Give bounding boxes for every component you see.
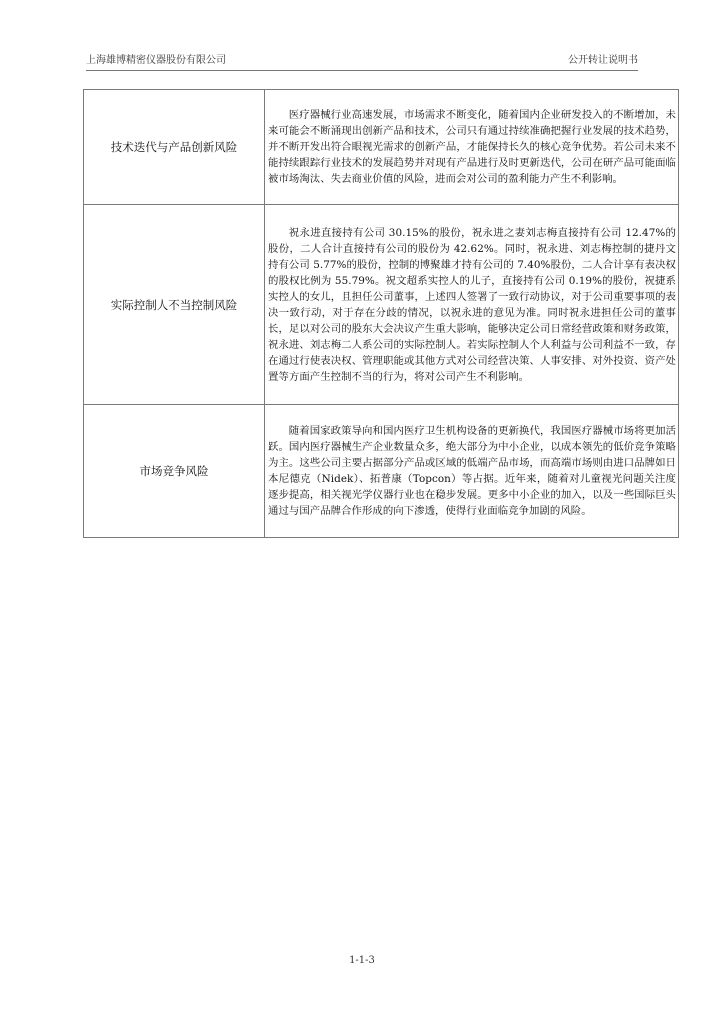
risk-description-cell: 祝永进直接持有公司 30.15%的股份，祝永进之妻刘志梅直接持有公司 12.47%的股份，二人合计直接持有公司的股份为 42.62%。同时，祝永进、刘志梅控制的捷丹文持有公司 5.77%的股份，控制的博聚雄才持有公司的 7.40%股份，二人合计享有表决权的股权比例为 55.79%。祝文超系实控人的儿子，直接持有公司 0.19%的股份，祝捷系实控人的女儿，且担任公司董事，上述四人签署了一致行动协议，对于公司重要事项的表决一致行动，对于存在分歧的情况，以祝永进的意见为准。同时祝永进担任公司的董事长，足以对公司的股东大会决议产生重大影响，能够决定公司日常经营政策和财务政策，祝永进、刘志梅二人系公司的实际控制人。若实际控制人个人利益与公司利益不一致，存在通过行使表决权、管理职能或其他方式对公司经营决策、人事安排、对外投资、资产处置等方面产生控制不当的行为，将对公司产生不利影响。	[265, 205, 679, 405]
page-number: 1-1-3	[349, 955, 375, 966]
header-document-type: 公开转让说明书	[568, 55, 638, 66]
risk-name-cell: 市场竞争风险	[84, 405, 265, 538]
table-row	[84, 405, 679, 538]
risk-name-cell: 实际控制人不当控制风险	[84, 205, 265, 405]
risk-description-cell: 医疗器械行业高速发展，市场需求不断变化，随着国内企业研发投入的不断增加，未来可能会不断涌现出创新产品和技术，公司只有通过持续准确把握行业发展的技术趋势，并不断开发出符合眼视光需求的创新产品，才能保持长久的核心竞争优势。若公司未来不能持续跟踪行业技术的发展趋势并对现有产品进行及时更新迭代，公司在研产品可能面临被市场淘汰、失去商业价值的风险，进而会对公司的盈利能力产生不利影响。	[265, 90, 679, 205]
table-row	[84, 90, 679, 205]
risk-description-cell: 随着国家政策导向和国内医疗卫生机构设备的更新换代，我国医疗器械市场将更加活跃。国内医疗器械生产企业数量众多，绝大部分为中小企业，以成本领先的低价竞争策略为主。这些公司主要占据部分产品或区域的低端产品市场，而高端市场则由进口品牌如日本尼德克（Nidek）、拓普康（Topcon）等占据。近年来，随着对儿童视光问题关注度逐步提高，相关视光学仪器行业也在稳步发展。更多中小企业的加入，以及一些国际巨头通过与国产品牌合作形成的向下渗透，使得行业面临竞争加剧的风险。	[265, 405, 679, 538]
risk-name-cell: 技术迭代与产品创新风险	[84, 90, 265, 205]
header-company-name: 上海雄博精密仪器股份有限公司	[86, 55, 226, 66]
risk-table	[83, 89, 679, 538]
page-header	[86, 54, 638, 71]
table-row	[84, 205, 679, 405]
